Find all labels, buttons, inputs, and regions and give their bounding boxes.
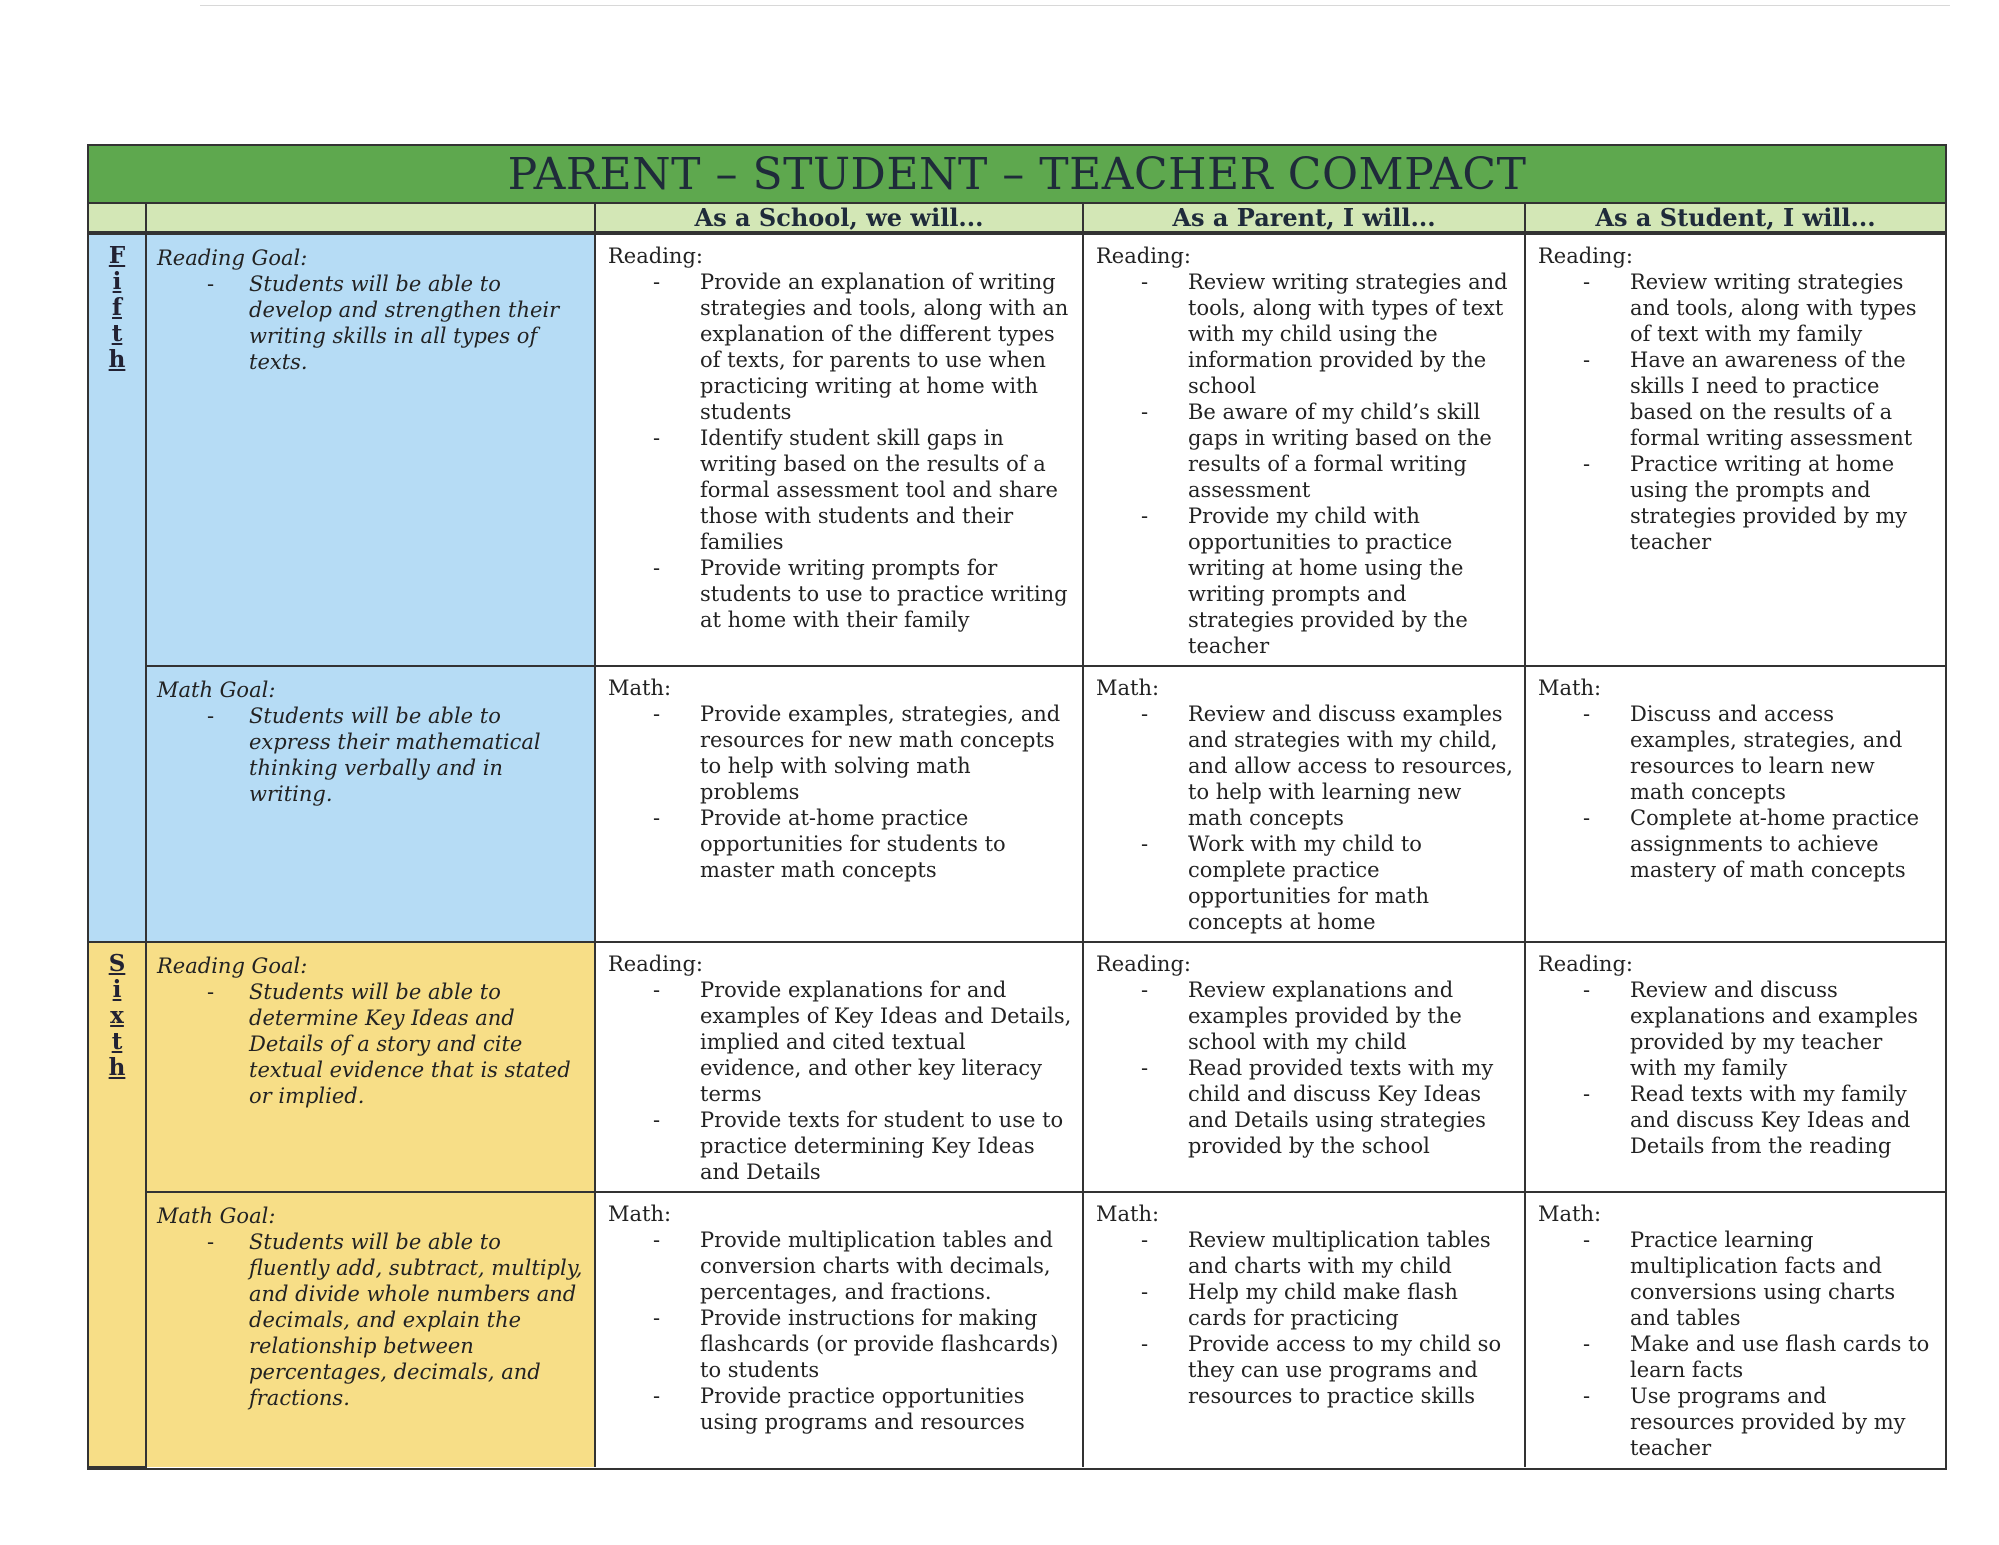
section-label: Math: xyxy=(608,676,672,700)
header-blank-goals xyxy=(146,204,595,232)
header-blank xyxy=(89,204,146,232)
student-reading-cell xyxy=(1525,942,1945,1192)
action-list xyxy=(608,1227,1072,1435)
list-item: - Provide instructions for making flashcards (or provide flashcards) to students xyxy=(608,1305,1072,1383)
goal-label: Reading Goal: xyxy=(157,246,308,270)
grade-letter: t xyxy=(111,1028,123,1055)
goal-label: Math Goal: xyxy=(157,678,276,702)
parent-math-cell xyxy=(1083,1192,1525,1467)
goal-text-value: Students will be able to develop and strengthen their writing skills in all types of texts. xyxy=(249,272,560,374)
bullet-dash: - xyxy=(207,980,215,1004)
list-item: - Provide access to my child so they can use programs and resources to practice skills xyxy=(1096,1331,1514,1409)
list-item: - Provide explanations for and examples of Key Ideas and Details, implied and cited textual evidence, and other key literacy terms xyxy=(608,977,1072,1107)
school-reading-cell xyxy=(595,942,1083,1192)
list-item: - Review and discuss explanations and examples provided by my teacher with my family xyxy=(1538,977,1935,1081)
grade-letter: S xyxy=(108,950,126,977)
list-item: - Review explanations and examples provided by the school with my child xyxy=(1096,977,1514,1055)
compact-table xyxy=(89,204,1945,233)
student-math-cell xyxy=(1525,1192,1945,1467)
bullet-dash: - xyxy=(207,704,215,728)
header-student: As a Student, I will... xyxy=(1525,204,1945,232)
header-parent: As a Parent, I will... xyxy=(1083,204,1525,232)
student-reading-cell xyxy=(1525,234,1945,666)
page-title: PARENT – STUDENT – TEACHER COMPACT xyxy=(89,146,1945,204)
list-item: - Provide at-home practice opportunities for students to master math concepts xyxy=(608,805,1072,883)
list-item: - Provide examples, strategies, and resources for new math concepts to help with solving math problems xyxy=(608,701,1072,805)
action-list xyxy=(1538,1227,1935,1461)
goal-text xyxy=(157,979,584,1109)
list-item: - Provide an explanation of writing strategies and tools, along with an explanation of the different types of texts, for parents to use when practicing writing at home with students xyxy=(608,269,1072,425)
school-math-cell xyxy=(595,1192,1083,1467)
goal-label: Math Goal: xyxy=(157,1204,276,1228)
list-item: - Provide my child with opportunities to practice writing at home using the writing prompts and strategies provided by the teacher xyxy=(1096,503,1514,659)
section-label: Math: xyxy=(1538,676,1602,700)
grade-letter: F xyxy=(108,242,126,269)
section-label: Math: xyxy=(1096,1202,1160,1226)
action-list xyxy=(1096,701,1514,935)
table-row xyxy=(89,666,1945,942)
list-item: - Be aware of my child’s skill gaps in writing based on the results of a formal writing assessment xyxy=(1096,399,1514,503)
action-list xyxy=(608,977,1072,1185)
list-item: - Read provided texts with my child and discuss Key Ideas and Details using strategies provided by the school xyxy=(1096,1055,1514,1159)
list-item: - Make and use flash cards to learn facts xyxy=(1538,1331,1935,1383)
action-list xyxy=(1096,1227,1514,1409)
goal-label: Reading Goal: xyxy=(157,954,308,978)
list-item: - Provide practice opportunities using programs and resources xyxy=(608,1383,1072,1435)
list-item: - Practice learning multiplication facts and conversions using charts and tables xyxy=(1538,1227,1935,1331)
list-item: - Review writing strategies and tools, along with types of text with my child using the information provided by the school xyxy=(1096,269,1514,399)
list-item: - Review multiplication tables and charts with my child xyxy=(1096,1227,1514,1279)
parent-reading-cell xyxy=(1083,942,1525,1192)
list-item: - Help my child make flash cards for practicing xyxy=(1096,1279,1514,1331)
math-goal-cell xyxy=(146,1192,595,1467)
bullet-dash: - xyxy=(207,1230,215,1254)
compact-body-table xyxy=(89,233,1945,1468)
table-row xyxy=(89,942,1945,1192)
list-item: - Provide texts for student to use to practice determining Key Ideas and Details xyxy=(608,1107,1072,1185)
grade-letter: i xyxy=(112,268,122,295)
reading-goal-cell xyxy=(146,942,595,1192)
section-label: Reading: xyxy=(608,244,703,268)
list-item: - Read texts with my family and discuss Key Ideas and Details from the reading xyxy=(1538,1081,1935,1159)
list-item: - Review writing strategies and tools, along with types of text with my family xyxy=(1538,269,1935,347)
bullet-dash: - xyxy=(207,272,215,296)
grade-letter: h xyxy=(108,346,126,373)
scan-edge-line xyxy=(200,5,1950,6)
goal-text xyxy=(157,1229,584,1411)
list-item: - Have an awareness of the skills I need to practice based on the results of a formal writing assessment xyxy=(1538,347,1935,451)
column-header-row xyxy=(89,204,1945,232)
action-list xyxy=(1538,269,1935,555)
list-item: - Review and discuss examples and strategies with my child, and allow access to resources, to help with learning new math concepts xyxy=(1096,701,1514,831)
action-list xyxy=(1096,977,1514,1159)
grade-letter: i xyxy=(112,976,122,1003)
grade-label xyxy=(89,234,146,942)
action-list xyxy=(608,701,1072,883)
goal-text xyxy=(157,703,584,807)
goal-text xyxy=(157,271,584,375)
list-item: - Identify student skill gaps in writing based on the results of a formal assessment tool and share those with students and their families xyxy=(608,425,1072,555)
grade-label xyxy=(89,942,146,1467)
action-list xyxy=(608,269,1072,633)
list-item: - Practice writing at home using the prompts and strategies provided by my teacher xyxy=(1538,451,1935,555)
grade-letter: x xyxy=(110,1002,124,1029)
reading-goal-cell xyxy=(146,234,595,666)
section-label: Math: xyxy=(1538,1202,1602,1226)
student-math-cell xyxy=(1525,666,1945,942)
section-label: Reading: xyxy=(1538,244,1633,268)
grade-letter: f xyxy=(112,294,122,321)
compact-table-container xyxy=(87,144,1947,1470)
section-label: Reading: xyxy=(1096,952,1191,976)
action-list xyxy=(1538,701,1935,883)
goal-text-value: Students will be able to express their mathematical thinking verbally and in writing. xyxy=(249,704,541,806)
section-label: Math: xyxy=(1096,676,1160,700)
header-school: As a School, we will... xyxy=(595,204,1083,232)
table-row xyxy=(89,1192,1945,1467)
list-item: - Discuss and access examples, strategies, and resources to learn new math concepts xyxy=(1538,701,1935,805)
table-row xyxy=(89,234,1945,666)
section-label: Reading: xyxy=(1538,952,1633,976)
goal-text-value: Students will be able to determine Key Ideas and Details of a story and cite textual evidence that is stated or implied. xyxy=(249,980,571,1108)
list-item: - Use programs and resources provided by my teacher xyxy=(1538,1383,1935,1461)
list-item: - Complete at-home practice assignments to achieve mastery of math concepts xyxy=(1538,805,1935,883)
grade-letter: t xyxy=(111,320,123,347)
list-item: - Provide writing prompts for students to use to practice writing at home with their family xyxy=(608,555,1072,633)
section-label: Reading: xyxy=(608,952,703,976)
math-goal-cell xyxy=(146,666,595,942)
grade-letter: h xyxy=(108,1054,126,1081)
action-list xyxy=(1096,269,1514,659)
list-item: - Work with my child to complete practice opportunities for math concepts at home xyxy=(1096,831,1514,935)
action-list xyxy=(1538,977,1935,1159)
parent-reading-cell xyxy=(1083,234,1525,666)
parent-math-cell xyxy=(1083,666,1525,942)
section-label: Math: xyxy=(608,1202,672,1226)
school-math-cell xyxy=(595,666,1083,942)
goal-text-value: Students will be able to fluently add, subtract, multiply, and divide whole numbers and decimals, and explain the relationship between percentages, decimals, and fractions. xyxy=(249,1230,583,1410)
school-reading-cell xyxy=(595,234,1083,666)
list-item: - Provide multiplication tables and conversion charts with decimals, percentages, and fractions. xyxy=(608,1227,1072,1305)
section-label: Reading: xyxy=(1096,244,1191,268)
